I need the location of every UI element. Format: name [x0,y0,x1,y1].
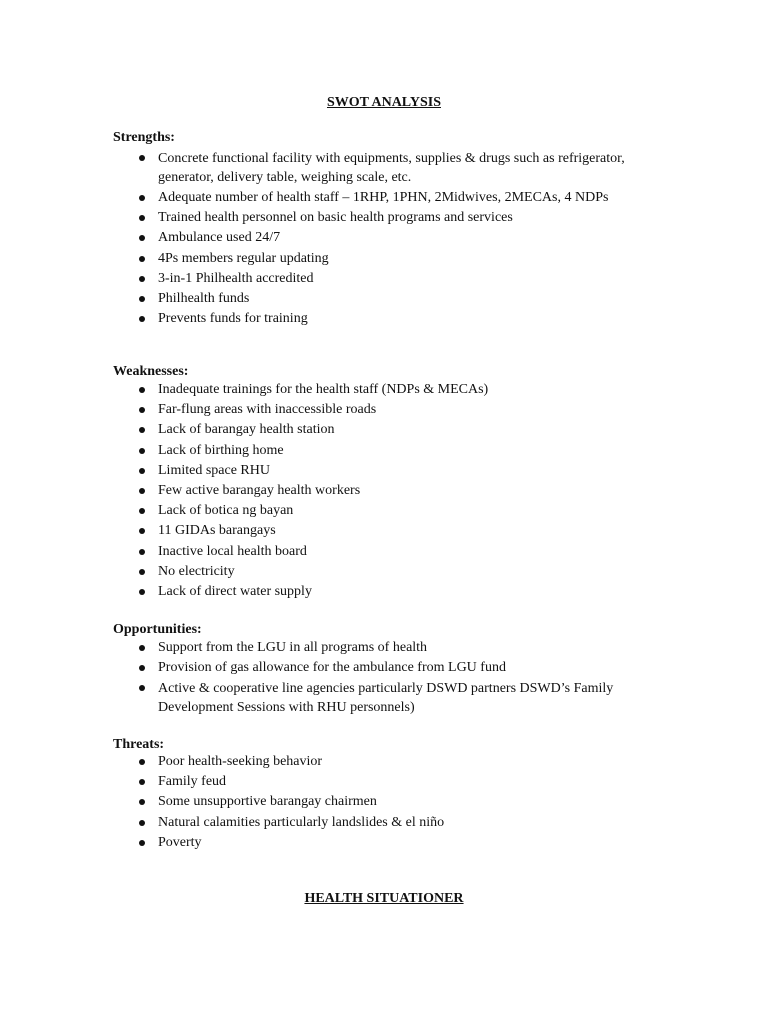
list-item-text: Far-flung areas with inaccessible roads [158,402,377,418]
list-item [113,289,673,309]
list-item-text: Prevents funds for training [158,311,308,327]
list-item [113,582,673,602]
section-heading-opportunities: Opportunities: [113,622,202,637]
list-item-text: Poor health-seeking behavior [158,754,323,769]
bullet-icon [139,569,145,575]
bullet-icon [139,665,145,671]
list-item-text: Inadequate trainings for the health staff (NDPs & MECAs) [158,382,489,397]
section-heading-weaknesses: Weaknesses: [113,364,189,379]
list-item-text: Poverty [158,834,202,850]
list-item [113,420,673,440]
bullet-icon [139,840,145,846]
bullet-icon [139,759,145,765]
list-item-text: Few active barangay health workers [158,483,361,499]
list-item [113,309,673,329]
document-title: SWOT ANALYSIS [326,95,441,110]
list-item [113,772,673,792]
list-item [113,481,673,501]
list-item [113,269,673,289]
list-item-text: Active & cooperative line agencies particularly DSWD partners DSWD’s Family Development Sessions with RHU personnels) [158,681,614,716]
list-item [113,521,673,541]
list-item-text: Natural calamities particularly landslides & el niño [158,814,445,830]
bullet-icon [139,155,145,161]
list-item [113,813,673,833]
bullet-icon [139,235,145,241]
bullet-icon [139,256,145,262]
bullet-icon [139,387,145,393]
bullet-icon [139,215,145,221]
list-item [113,833,673,853]
list-item [113,658,673,678]
list-item [113,148,673,188]
bullet-icon [139,195,145,201]
list-item-text: Family feud [158,774,227,790]
bullet-icon [139,589,145,595]
list-item [113,752,673,772]
list-item-text: Lack of direct water supply [158,584,312,600]
next-section-title: HEALTH SITUATIONER [304,891,464,906]
list-item-text: Inactive local health board [158,543,307,559]
list-item-text: Lack of birthing home [158,442,284,458]
list-item-text: Trained health personnel on basic health programs and services [158,210,513,226]
bullet-icon [139,316,145,322]
section-heading-strengths: Strengths: [113,130,175,145]
list-item [113,380,673,400]
list-item-text: Support from the LGU in all programs of health [158,640,428,655]
list-item-text: Limited space RHU [158,462,270,478]
bullet-icon [139,407,145,413]
list-item-text: 11 GIDAs barangays [158,523,276,539]
list-item-text: Lack of botica ng bayan [158,503,294,519]
list-item-text: No electricity [158,563,235,579]
list-item-text: Philhealth funds [158,291,250,307]
bullet-icon [139,488,145,494]
bullet-icon [139,296,145,302]
list-item [113,638,673,658]
bullet-icon [139,685,145,691]
section-heading-threats: Threats: [113,737,165,752]
opportunities-list [113,638,673,718]
list-item-text: Ambulance used 24/7 [158,230,281,246]
list-item-text: Lack of barangay health station [158,422,335,438]
bullet-icon [139,468,145,474]
list-item [113,501,673,521]
bullet-icon [139,779,145,785]
list-item-text: Concrete functional facility with equipments, supplies & drugs such as refrigerator, generator, delivery table, weighing scale, etc. [158,151,625,185]
list-item [113,208,673,228]
list-item [113,400,673,420]
bullet-icon [139,427,145,433]
list-item [113,678,673,718]
list-item-text: 3-in-1 Philhealth accredited [158,270,314,286]
list-item [113,249,673,269]
weaknesses-list [113,380,673,602]
list-item [113,228,673,248]
bullet-icon [139,276,145,282]
list-item-text: Adequate number of health staff – 1RHP, 1PHN, 2Midwives, 2MECAs, 4 NDPs [158,190,609,205]
list-item [113,461,673,481]
strengths-list [113,148,673,329]
threats-list [113,752,673,853]
list-item [113,441,673,461]
list-item-text: Provision of gas allowance for the ambulance from LGU fund [158,660,506,676]
bullet-icon [139,645,145,651]
list-item-text: Some unsupportive barangay chairmen [158,794,377,810]
bullet-icon [139,448,145,454]
bullet-icon [139,508,145,514]
bullet-icon [139,549,145,555]
list-item [113,792,673,812]
bullet-icon [139,799,145,805]
bullet-icon [139,528,145,534]
list-item-text: 4Ps members regular updating [158,250,329,266]
list-item [113,188,673,208]
bullet-icon [139,820,145,826]
list-item [113,542,673,562]
list-item [113,562,673,582]
